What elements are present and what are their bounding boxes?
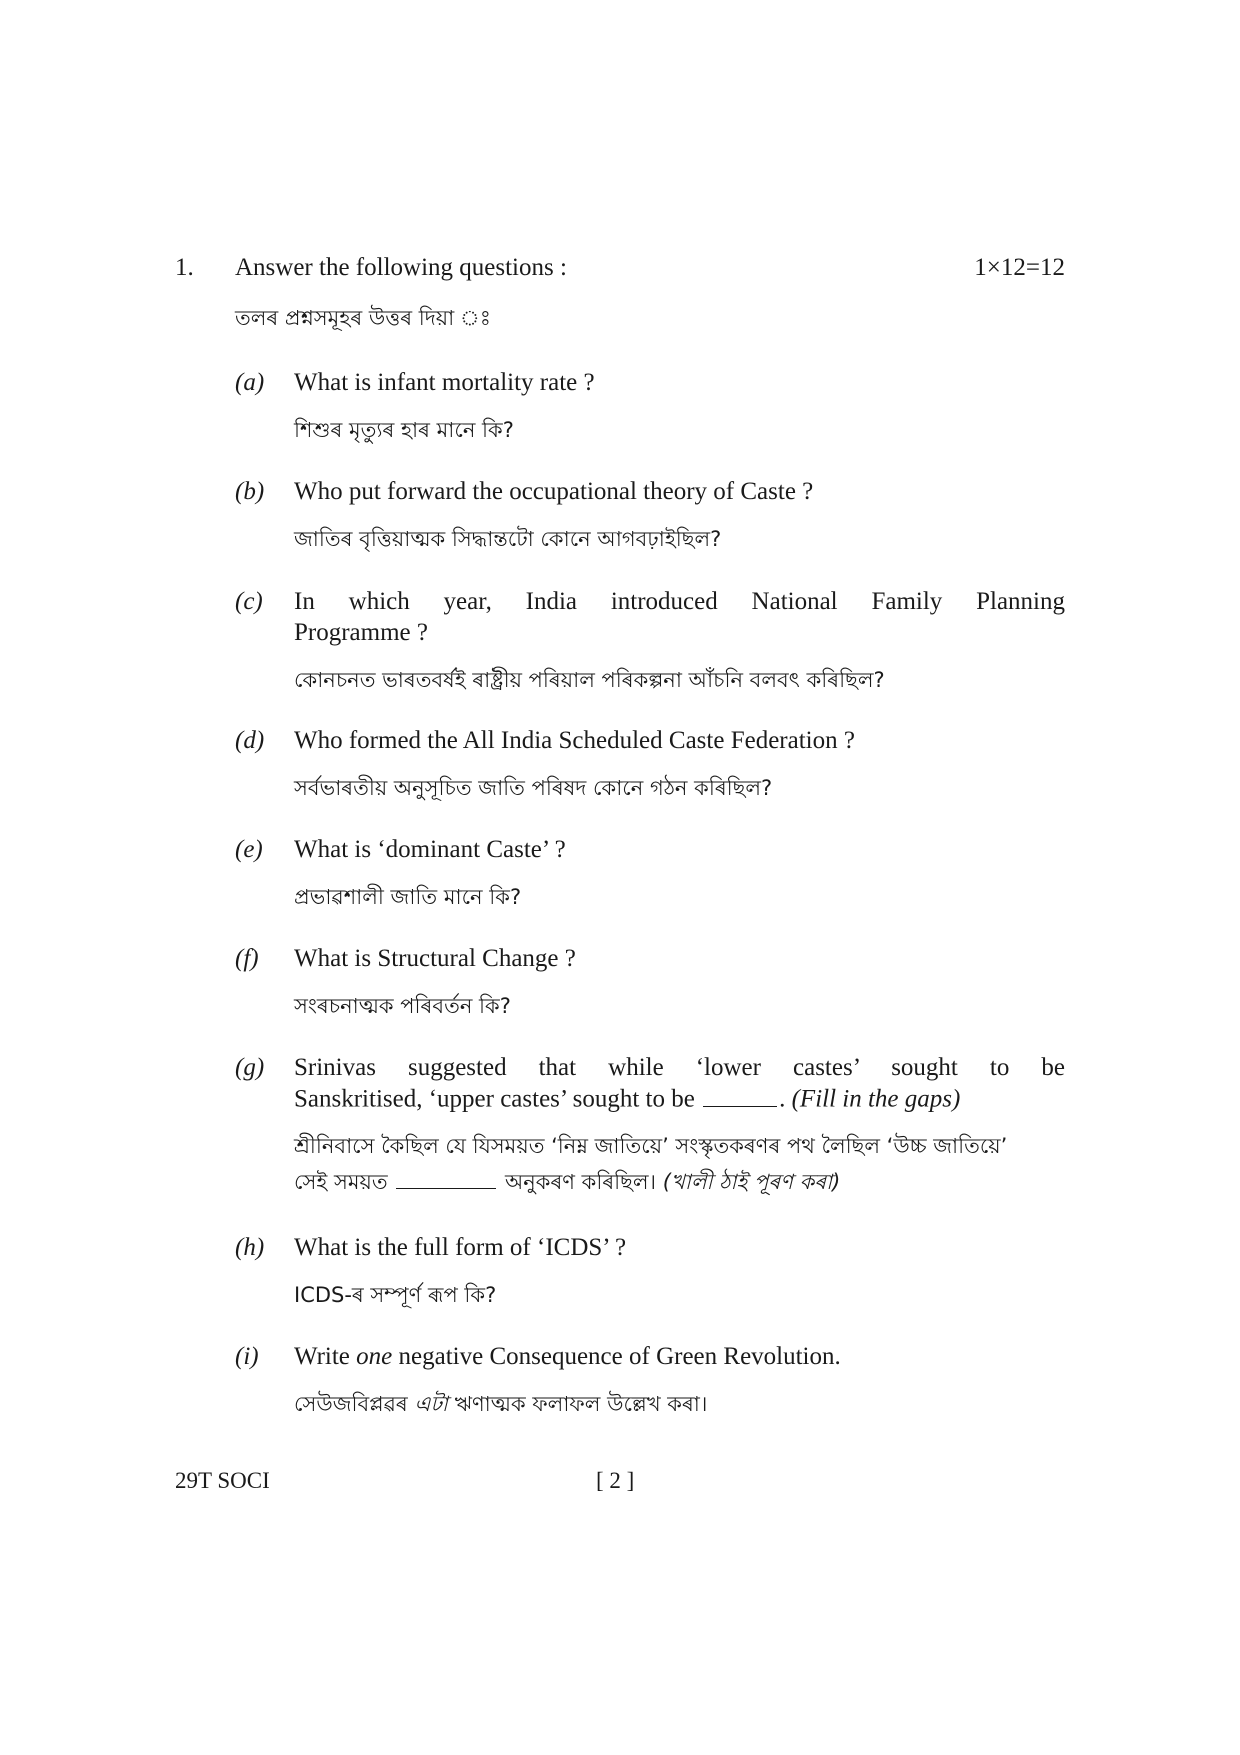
item-text-as-post: ঋণাত্মক ফলাফল উল্লেখ কৰা। xyxy=(454,1392,708,1416)
item-label: (e) xyxy=(235,836,263,863)
question-instruction-en: Answer the following questions : xyxy=(235,254,567,281)
item-text-en-pre: Write xyxy=(294,1343,350,1370)
question-number: 1. xyxy=(175,254,194,281)
item-text-as: সৰ্বভাৰতীয় অনুসূচিত জাতি পৰিষদ কোনে গঠন কৰিছিল? xyxy=(294,776,773,800)
item-label: (i) xyxy=(235,1343,259,1370)
item-text-en-line1: Srinivas suggested that while ‘lower castes’ sought to be xyxy=(294,1054,1065,1081)
item-text-en-line2-post: . xyxy=(779,1085,786,1113)
item-text-as: ICDS-ৰ সম্পূৰ্ণ ৰূপ কি? xyxy=(294,1283,497,1307)
fill-blank-line xyxy=(396,1169,496,1189)
item-text-en: Who put forward the occupational theory of Caste ? xyxy=(294,478,814,505)
item-label: (h) xyxy=(235,1234,265,1261)
item-text-en: What is the full form of ‘ICDS’ ? xyxy=(294,1234,627,1261)
fill-blank-line xyxy=(703,1083,777,1107)
item-label: (b) xyxy=(235,478,265,505)
page-number: [ 2 ] xyxy=(596,1468,635,1493)
item-text-as-line2 xyxy=(294,1164,1065,1200)
item-text-as: শিশুৰ মৃত্যুৰ হাৰ মানে কি? xyxy=(294,418,514,442)
item-text-as: সংৰচনাত্মক পৰিবৰ্তন কি? xyxy=(294,994,511,1018)
item-label: (c) xyxy=(235,588,263,615)
item-text-en-line2: Programme ? xyxy=(294,619,428,646)
item-text-en-line1: In which year, India introduced National Family Planning xyxy=(294,588,1065,615)
item-label: (f) xyxy=(235,945,259,972)
item-text-en-emphasis: one xyxy=(356,1343,393,1370)
item-label: (g) xyxy=(235,1054,265,1081)
item-text-as xyxy=(294,1386,1065,1422)
item-text-as: কোনচনত ভাৰতবৰ্ষই ৰাষ্ট্ৰীয় পৰিয়াল পৰিকল্পনা আঁচনি বলবৎ কৰিছিল? xyxy=(294,668,885,692)
item-text-en: Who formed the All India Scheduled Caste Federation ? xyxy=(294,727,855,754)
fill-gaps-note: (Fill in the gaps) xyxy=(791,1085,961,1113)
item-text-as-emphasis: এটা xyxy=(414,1392,448,1416)
item-text-en: What is Structural Change ? xyxy=(294,945,576,972)
fill-gaps-note-as: (খালী ঠাই পূৰণ কৰা) xyxy=(662,1170,841,1194)
item-label: (a) xyxy=(235,369,265,396)
item-text-en: What is infant mortality rate ? xyxy=(294,369,595,396)
item-text-as-line1: শ্ৰীনিবাসে কৈছিল যে যিসময়ত ‘নিম্ন জাতিয়ে’ সংস্কৃতকৰণৰ পথ লৈছিল ‘উচ্চ জাতিয়ে’ xyxy=(294,1134,1008,1158)
question-marks: 1×12=12 xyxy=(974,254,1065,281)
item-text-as: প্ৰভাৱশালী জাতি মানে কি? xyxy=(294,885,522,909)
item-text-as-line2-post: অনুকৰণ কৰিছিল। xyxy=(505,1170,657,1194)
item-label: (d) xyxy=(235,727,265,754)
item-text-en-line2 xyxy=(294,1083,1065,1115)
item-text-en xyxy=(294,1341,1065,1372)
item-text-en-line2-pre: Sanskritised, ‘upper castes’ sought to be xyxy=(294,1085,695,1113)
item-text-en-post: negative Consequence of Green Revolution. xyxy=(398,1343,841,1370)
item-text-as-line2-pre: সেই সময়ত xyxy=(294,1170,388,1194)
item-text-as-pre: সেউজবিপ্লৱৰ xyxy=(294,1392,408,1416)
item-text-as: জাতিৰ বৃত্তিয়াত্মক সিদ্ধান্তটো কোনে আগবঢ়াইছিল? xyxy=(294,527,722,551)
question-instruction-as: তলৰ প্ৰশ্নসমূহৰ উত্তৰ দিয়া ঃ xyxy=(235,306,491,330)
paper-code: 29T SOCI xyxy=(175,1468,270,1493)
item-text-en: What is ‘dominant Caste’ ? xyxy=(294,836,566,863)
